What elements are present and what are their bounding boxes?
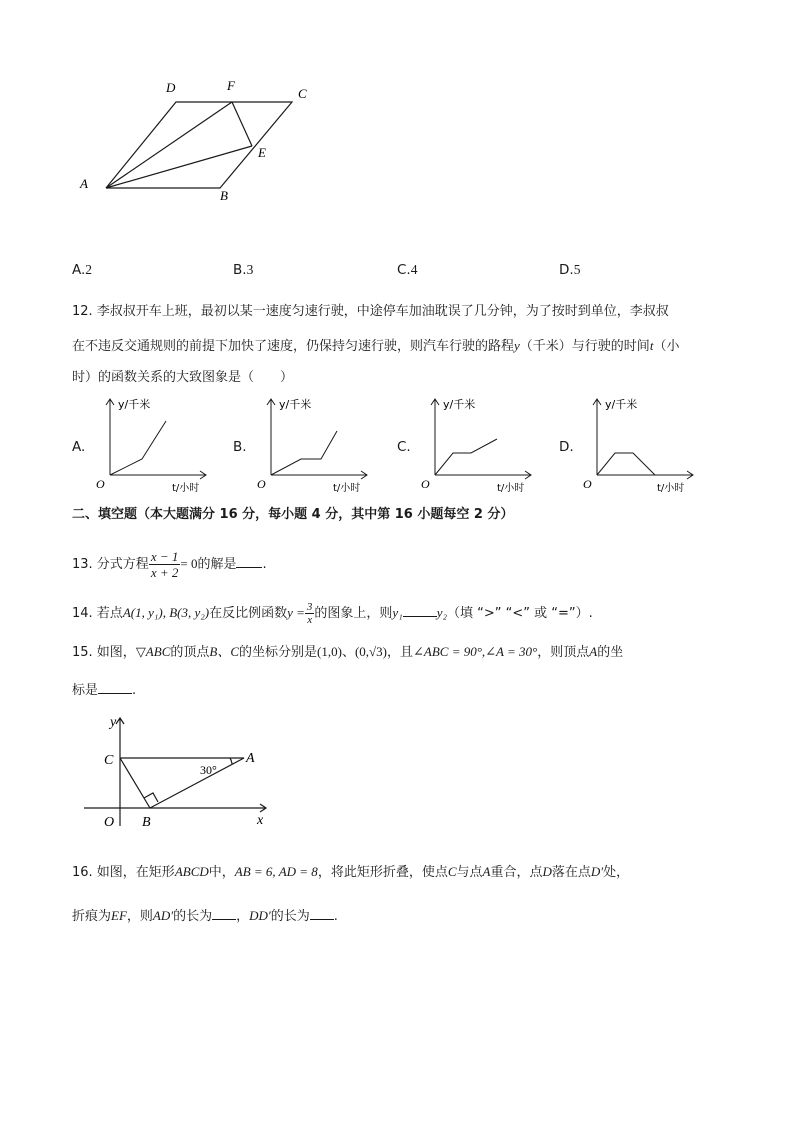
figure-15-triangle bbox=[80, 712, 280, 832]
section-2-title: 二、填空题（本大题满分 16 分，每小题 4 分，其中第 16 小题每空 2 分） bbox=[72, 507, 514, 522]
q15-line-1: 15. 如图，▽ABC的顶点B、C的坐标分别是(1,0)、(0,√3)，且∠ABC = 90°,∠A = 30°，则顶点A的坐 bbox=[72, 644, 624, 660]
svg-text:y/千米: y/千米 bbox=[605, 398, 638, 411]
label-a: A bbox=[80, 176, 88, 191]
svg-text:C: C bbox=[104, 753, 114, 768]
svg-text:t/小时: t/小时 bbox=[497, 483, 525, 494]
q15-line-2: 标是 . bbox=[72, 679, 136, 701]
svg-text:O: O bbox=[96, 477, 105, 491]
q12-line-2: 在不违反交通规则的前提下加快了速度，仍保持匀速行驶，则汽车行驶的路程y（千米）与行驶的时间t（小 bbox=[72, 338, 680, 354]
svg-text:t/小时: t/小时 bbox=[333, 483, 361, 494]
svg-text:30°: 30° bbox=[200, 763, 217, 777]
q16-answer-blank-2[interactable] bbox=[310, 905, 334, 920]
q16-line-2: 折痕为EF，则AD′的长为 ，DD′的长为 . bbox=[72, 905, 338, 927]
q12-line-1: 12. 李叔叔开车上班，最初以某一速度匀速行驶，中途停车加油耽误了几分钟，为了按时到单位，李叔叔 bbox=[72, 304, 669, 319]
label-b: B bbox=[220, 188, 228, 203]
q11-option-d[interactable]: D.5 bbox=[559, 262, 581, 278]
label-e: E bbox=[258, 145, 266, 160]
figure-11-parallelogram bbox=[70, 72, 330, 212]
q11-option-b[interactable]: B.3 bbox=[233, 262, 254, 278]
svg-text:t/小时: t/小时 bbox=[172, 483, 200, 494]
svg-text:B: B bbox=[142, 815, 151, 830]
label-c: C bbox=[298, 86, 307, 101]
svg-text:y/千米: y/千米 bbox=[443, 398, 476, 411]
svg-text:x: x bbox=[257, 813, 264, 828]
svg-text:y/千米: y/千米 bbox=[279, 398, 312, 411]
label-d: D bbox=[166, 80, 176, 95]
q16-answer-blank-1[interactable] bbox=[212, 905, 236, 920]
q16-line-1: 16. 如图，在矩形ABCD中，AB = 6, AD = 8，将此矩形折叠，使点C与点A重合，点D落在点D′处， bbox=[72, 864, 630, 880]
svg-text:O: O bbox=[104, 815, 115, 830]
q11-option-a[interactable]: A.2 bbox=[72, 262, 93, 278]
q15-answer-blank[interactable] bbox=[98, 679, 132, 694]
svg-text:O: O bbox=[421, 477, 430, 491]
svg-text:O: O bbox=[583, 477, 592, 491]
q11-option-c[interactable]: C.4 bbox=[397, 262, 418, 278]
segment-af bbox=[106, 102, 232, 188]
q13-answer-blank[interactable] bbox=[236, 553, 262, 568]
triangle-abc bbox=[120, 758, 244, 808]
svg-text:y: y bbox=[110, 715, 117, 730]
svg-text:t/小时: t/小时 bbox=[657, 483, 685, 494]
segment-ae bbox=[106, 146, 252, 188]
label-f: F bbox=[227, 78, 235, 93]
svg-text:O: O bbox=[257, 477, 266, 491]
segment-fe bbox=[232, 102, 252, 146]
q14-answer-blank[interactable] bbox=[403, 602, 437, 617]
svg-text:y/千米: y/千米 bbox=[118, 398, 151, 411]
angle-arc-a bbox=[230, 758, 232, 764]
q12-line-3: 时）的函数关系的大致图象是（ ） bbox=[72, 370, 294, 385]
q13: 13. 分式方程 $\frac{x - 1}{x + 2}$ = 0的解是 . bbox=[72, 549, 267, 580]
svg-text:A: A bbox=[246, 751, 255, 766]
q14: 14. 若点A(1, y₁), B(3, y₂)在反比例函数y = $\frac{3}{x}$ 的图象上，则y₁ y₂（填 “>” “<” 或 “=”）. bbox=[72, 601, 593, 626]
